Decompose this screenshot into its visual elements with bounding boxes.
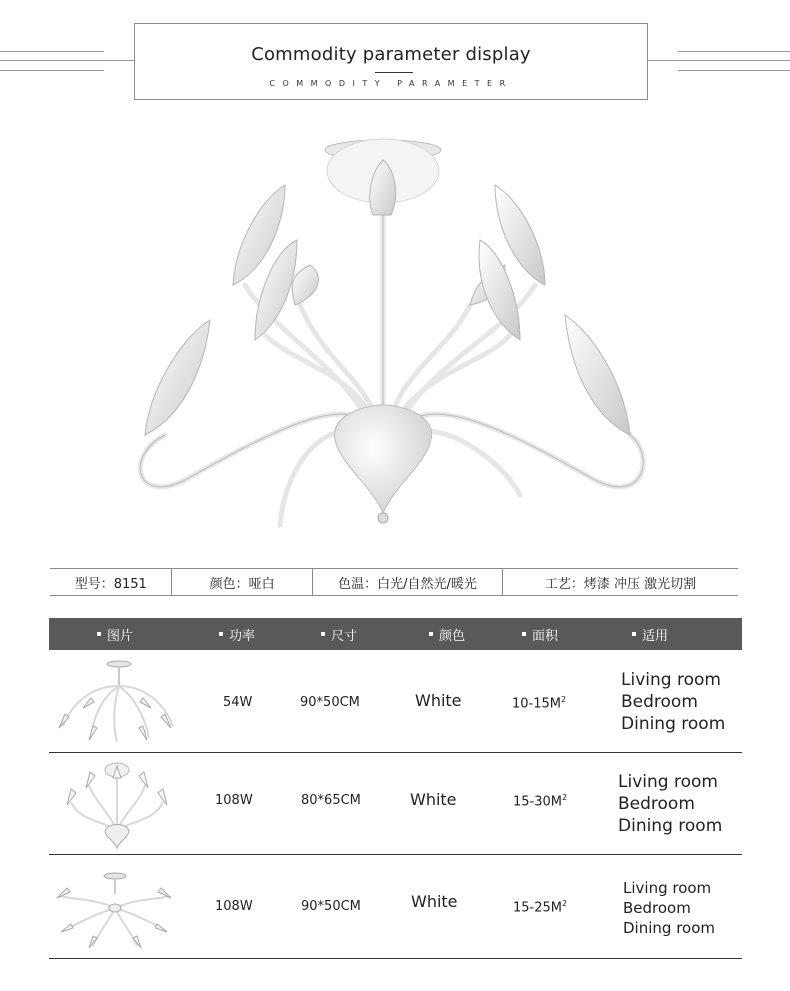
param-color: 颜色：哑白 [172,569,312,595]
page-subtitle: COMMODITY PARAMETER [269,79,513,88]
th-color: 颜色 [429,618,465,650]
usage-bedroom: Bedroom [623,899,691,917]
usage-living-room: Living room [618,772,718,792]
usage-bedroom: Bedroom [621,692,698,712]
usage-dining-room: Dining room [618,816,723,836]
header-box [134,23,648,100]
th-size: 尺寸 [321,618,357,650]
row-area: $10-15M^2$ [512,695,567,712]
th-power: 功率 [219,618,255,650]
header-rule-right-mid [648,60,790,61]
row-usage [618,771,722,837]
row-power: 54W [223,695,253,710]
header-rule-left-top [0,51,104,52]
usage-dining-room: Dining room [621,714,726,734]
row-usage [621,669,725,735]
header-rule-right-bottom [678,70,790,71]
usage-dining-room: Dining room [623,919,715,937]
header-rule-left-mid [0,60,134,61]
table-row [49,854,742,959]
table-row [49,752,742,855]
row-power: 108W [215,793,253,808]
title-underline [375,72,413,73]
param-craft: 工艺：烤漆 冲压 激光切割 [544,576,697,592]
th-usage: 适用 [632,618,668,650]
header-rule-left-bottom [0,70,104,71]
th-area: 面积 [522,618,558,650]
product-thumbnail [53,656,181,746]
th-image: 图片 [97,618,133,650]
header-rule-right-top [678,51,790,52]
param-color-temp: 色温：白光/自然光/暖光 [313,569,503,595]
row-area: $15-30M^2$ [513,793,568,810]
row-color: White [410,790,457,809]
usage-bedroom: Bedroom [618,794,695,814]
table-row [49,650,742,753]
product-thumbnail [53,868,175,952]
product-thumbnail [59,760,174,850]
table-header [49,618,742,650]
usage-living-room: Living room [623,879,712,897]
row-power: 108W [215,899,253,914]
row-size: 90*50CM [301,899,361,914]
row-color: White [415,691,462,710]
usage-living-room: Living room [621,670,721,690]
param-model: 型号：8151 [50,569,172,595]
page-title: Commodity parameter display [251,44,531,65]
row-color: White [411,892,458,911]
row-size: 90*50CM [300,695,360,710]
row-usage [623,878,715,938]
chandelier-product-image [125,135,665,535]
param-strip [50,568,738,596]
row-size: 80*65CM [301,793,361,808]
row-area: $15-25M^2$ [513,899,568,916]
